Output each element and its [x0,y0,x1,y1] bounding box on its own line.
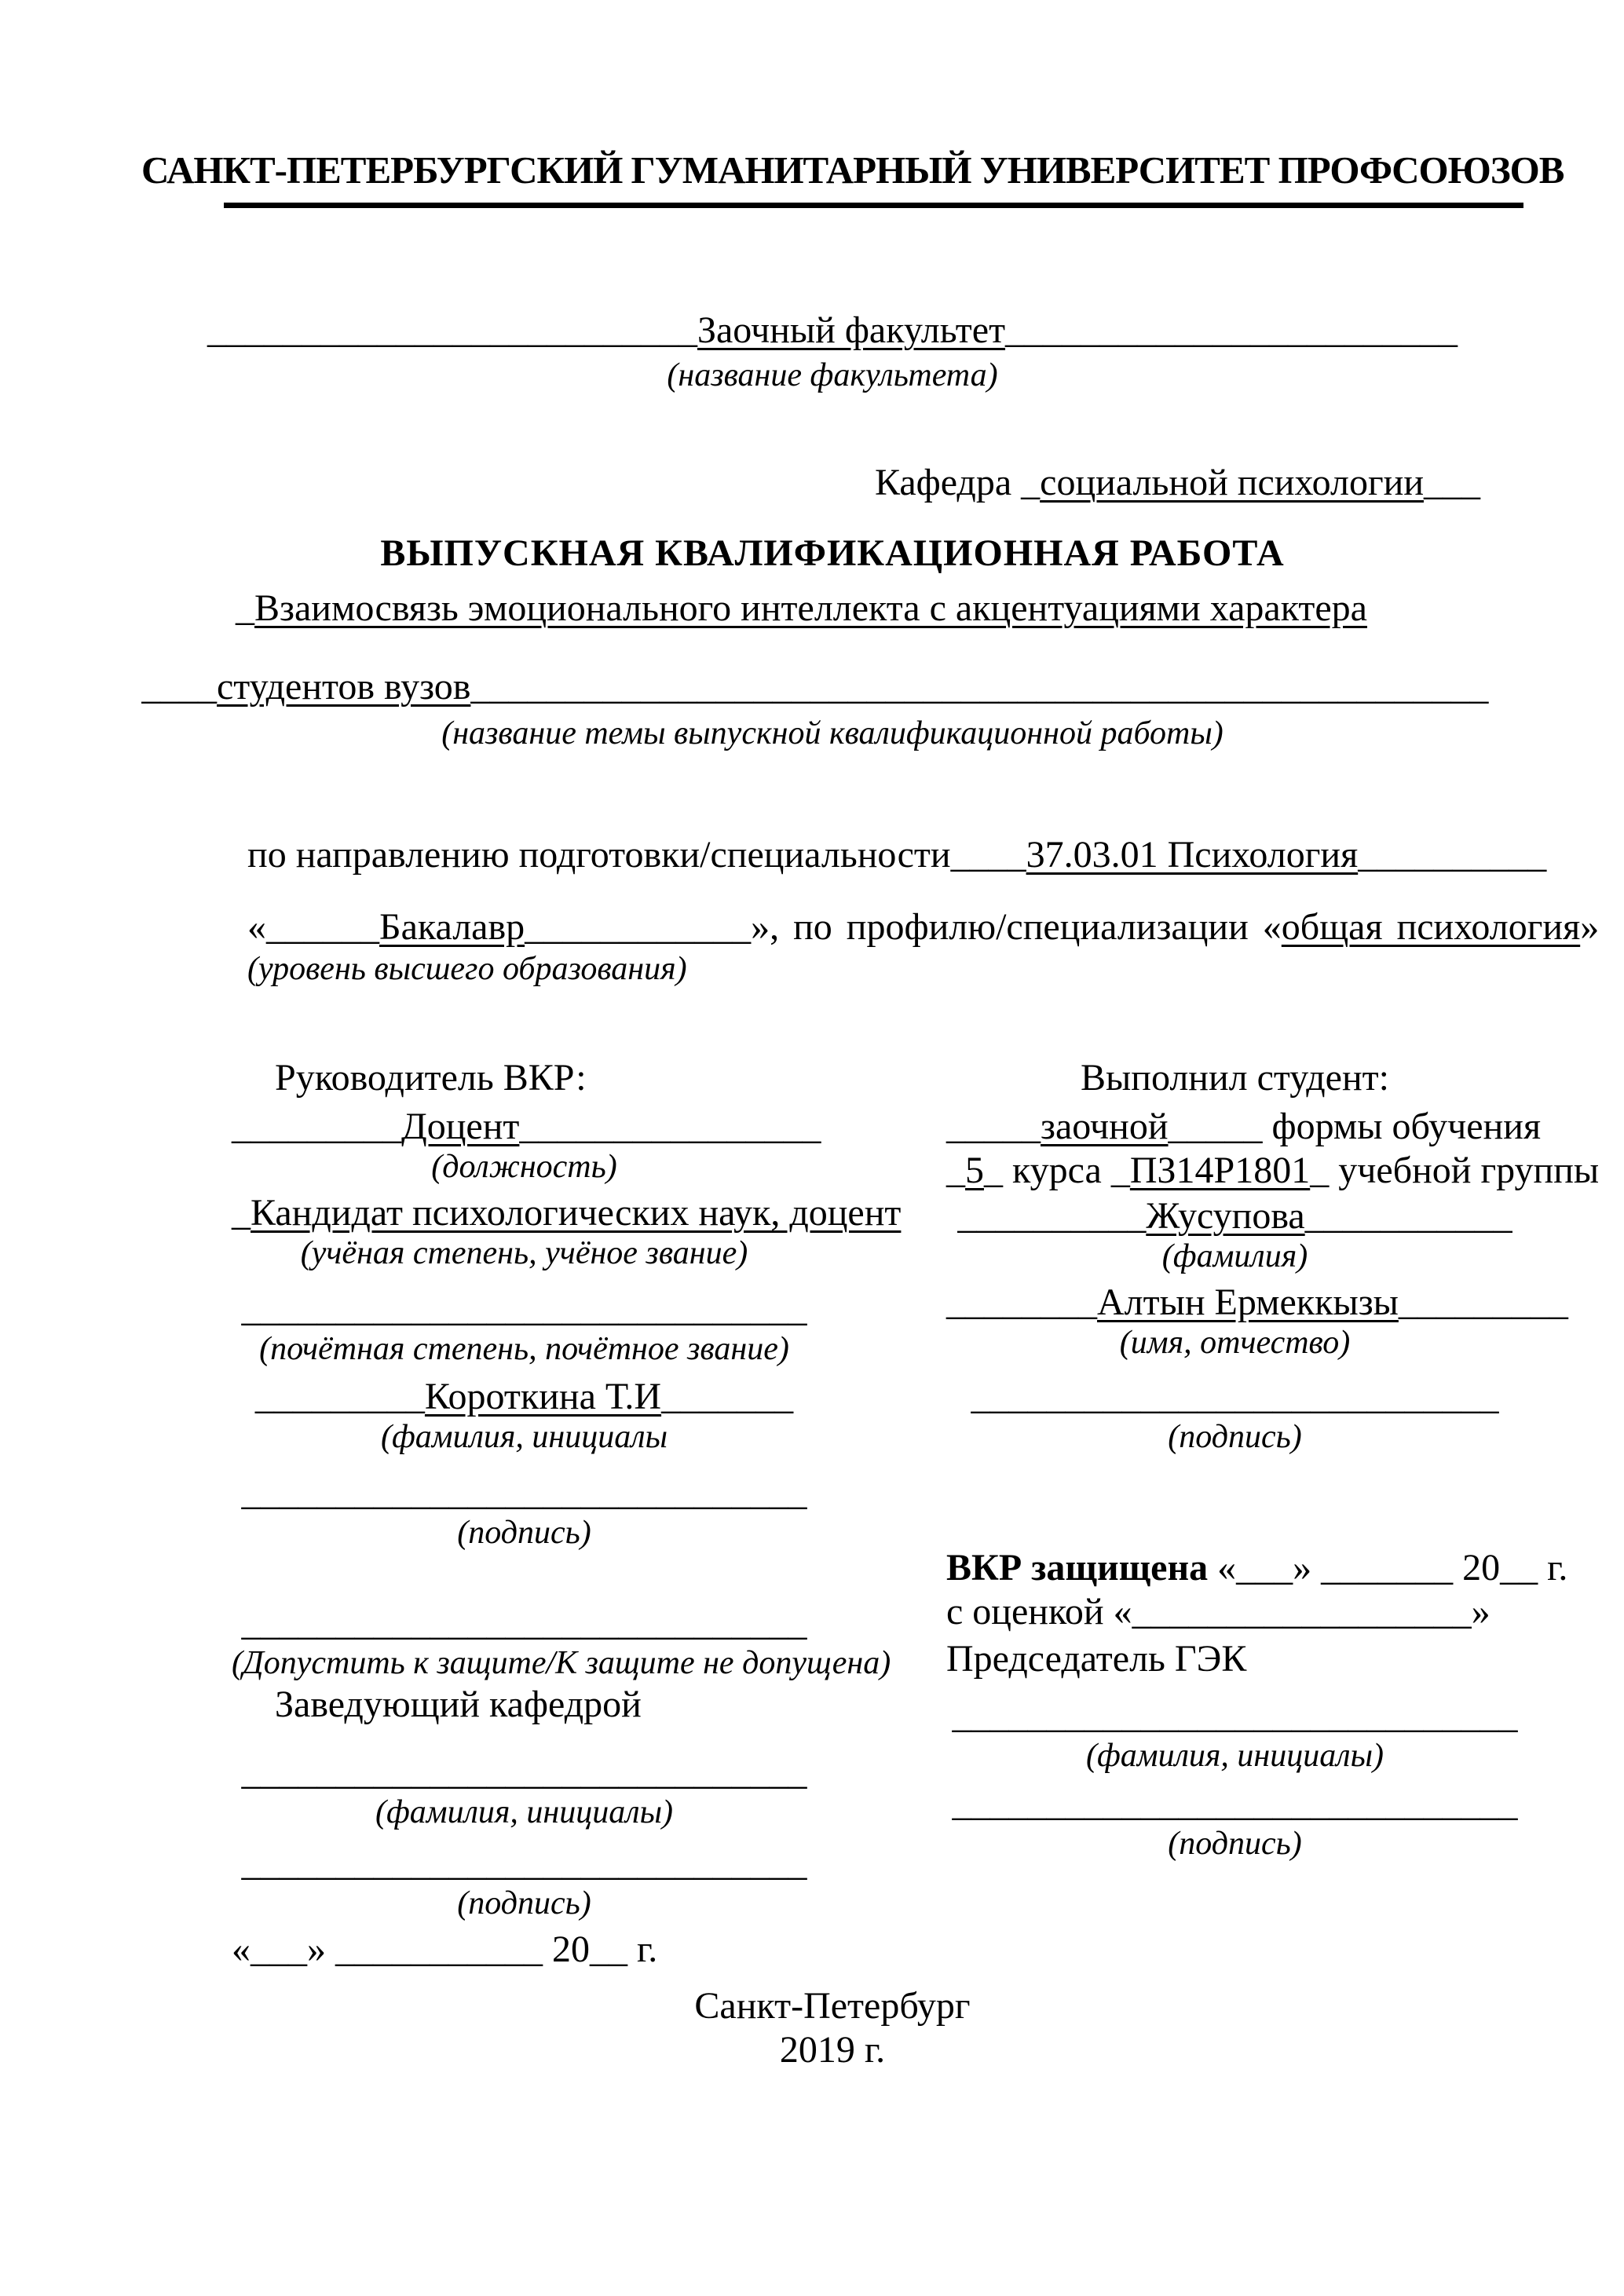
student-name-post-blank: _________ [1398,1281,1568,1323]
footer-city: Санкт-Петербург [694,1985,971,2027]
course-post-blank: _ [984,1150,1003,1191]
student-signature-line: ____________________________ [971,1376,1499,1417]
supervisor-name-value: Короткина Т.И [424,1376,662,1417]
defense-line [946,1546,1568,1590]
grade-blank: __________________ [1132,1591,1472,1632]
faculty-caption: (название факультета) [667,357,998,393]
admission-date-suffix: г. [627,1929,658,1970]
course-value: 5 [965,1150,984,1191]
supervisor-column [232,1056,902,1972]
department-post-blank: ___ [1424,462,1480,503]
chairman-label: Председатель ГЭК [946,1638,1247,1680]
degree-line [232,1191,902,1235]
surname-post-blank: ___________ [1304,1195,1512,1237]
grade-line [946,1590,1523,1634]
grade-close-quote: » [1471,1591,1490,1632]
theme-pre1-blank: _ [236,587,254,629]
profile-label: по профилю/специализации [793,906,1263,948]
university-title: САНКТ-ПЕТЕРБУРГСКИЙ ГУМАНИТАРНЫЙ УНИВЕРСИТЕТ ПРОФСОЮЗОВ [141,148,1564,192]
grade-label: с оценкой [946,1591,1114,1632]
group-code-value: ПЗ14Р1801 [1129,1150,1311,1191]
position-post-blank: ________________ [519,1106,821,1147]
surname-value: Жусупова [1146,1195,1305,1237]
admission-caption: (Допустить к защите/К защите не допущена) [232,1645,891,1681]
supervisor-name-post-blank: _______ [661,1376,794,1417]
two-column-section [141,1056,1600,1972]
degree-caption: (учёная степень, учёное звание) [300,1235,748,1271]
work-type-title: ВЫПУСКНАЯ КВАЛИФИКАЦИОННАЯ РАБОТА [380,532,1285,574]
page-content [141,0,1600,2072]
theme-line-1 [236,587,1523,631]
specialty-pre-blank: ____ [950,834,1026,876]
admission-date-open-quote: « [232,1929,251,1970]
level-pre-blank: ______ [266,906,379,948]
grade-open-quote: « [1113,1591,1132,1632]
theme-line-2 [141,665,1523,709]
level-line [247,905,1600,949]
group-suffix: учебной группы [1329,1150,1600,1191]
honorary-caption: (почётная степень, почётное звание) [259,1331,789,1367]
position-value: Доцент [401,1106,520,1147]
department-line [141,461,1523,505]
chairman-signature-line: ______________________________ [952,1782,1518,1824]
faculty-line [141,309,1523,353]
profile-close-quote: » [1580,906,1600,948]
level-open-quote: « [247,906,266,948]
department-pre-blank: _ [1021,462,1041,503]
defense-year-blank: __ [1500,1547,1538,1589]
admission-date-line [232,1928,817,1972]
degree-pre-blank: _ [232,1192,251,1234]
department-label: Кафедра [874,462,1022,503]
position-caption: (должность) [431,1149,617,1185]
chairman-name-caption: (фамилия, инициалы) [1085,1738,1384,1774]
student-signature-caption: (подпись) [1168,1419,1302,1455]
admission-date-year-blank: __ [590,1929,627,1970]
level-value: Бакалавр [379,906,525,948]
head-name-caption: (фамилия, инициалы) [375,1794,674,1830]
supervisor-position-line [232,1105,821,1149]
department-head-label: Заведующий кафедрой [275,1684,642,1725]
form-suffix: формы обучения [1262,1106,1542,1147]
defense-label: ВКР защищена [946,1547,1209,1589]
student-name-caption: (имя, отчество) [1119,1325,1351,1361]
faculty-pre-blank: __________________________ [207,309,697,351]
supervisor-name-pre-blank: _________ [254,1376,425,1417]
group-post-blank: _ [1310,1150,1330,1191]
level-post-blank: ____________ [525,906,752,948]
chairman-name-line: ______________________________ [952,1695,1518,1736]
level-close-quote: », [751,906,794,948]
theme-caption: (название темы выпускной квалификационной работы) [441,715,1223,751]
student-surname-line [946,1194,1523,1238]
course-group-line [946,1149,1600,1193]
surname-pre-blank: __________ [957,1195,1147,1237]
footer-year: 2019 г. [779,2029,886,2071]
profile-open-quote: « [1262,906,1282,948]
chairman-signature-caption: (подпись) [1168,1826,1302,1862]
course-pre-blank: _ [946,1150,965,1191]
head-signature-caption: (подпись) [457,1885,591,1921]
admission-date-day-blank: ___ [251,1929,307,1970]
specialty-line [247,833,1547,877]
student-name-line [946,1281,1568,1325]
defense-month-blank: _______ [1321,1547,1454,1589]
department-value: социальной психологии [1040,462,1424,503]
honorary-blank-line: ______________________________ [241,1288,807,1329]
position-pre-blank: _________ [232,1106,401,1147]
theme-value-2: студентов вузов [217,666,471,707]
admission-date-close-quote: » [307,1929,335,1970]
student-name-pre-blank: ________ [946,1281,1097,1323]
defense-close-quote: » [1293,1547,1322,1589]
specialty-value: 37.03.01 Психология [1026,834,1359,876]
supervisor-name-line [232,1375,817,1419]
admission-blank-line: ______________________________ [241,1602,807,1643]
theme-pre2-blank: ____ [141,666,217,707]
defense-open-quote: « [1208,1547,1237,1589]
form-value: заочной [1041,1106,1169,1147]
study-form-line [946,1105,1542,1149]
supervisor-header: Руководитель ВКР: [275,1057,587,1099]
supervisor-signature-caption: (подпись) [457,1515,591,1551]
form-post-blank: _____ [1168,1106,1263,1147]
header-rule [224,203,1523,208]
student-column [946,1056,1600,1972]
student-name-value: Алтын Ермеккызы [1097,1281,1399,1323]
level-caption: (уровень высшего образования) [247,951,687,987]
faculty-value: Заочный факультет [697,309,1006,351]
course-label: курса [1003,1150,1111,1191]
defense-year-suffix: г. [1538,1547,1568,1589]
head-name-line: ______________________________ [241,1751,807,1793]
theme-value-1: Взаимосвязь эмоционального интеллекта с акцентуациями характера [254,587,1367,629]
degree-value: Кандидат психологических наук, доцент [251,1192,902,1234]
head-signature-line: ______________________________ [241,1842,807,1884]
profile-value: общая психология [1281,906,1581,948]
defense-year: 20 [1453,1547,1501,1589]
specialty-label: по направлению подготовки/специальности [247,834,951,876]
student-header: Выполнил студент: [1081,1057,1389,1099]
theme-post2-blank: ______________________________________________________ [470,666,1489,707]
form-pre-blank: _____ [946,1106,1041,1147]
supervisor-name-caption: (фамилия, инициалы [380,1419,668,1455]
admission-date-month-blank: ___________ [335,1929,543,1970]
supervisor-signature-line: ______________________________ [241,1472,807,1513]
specialty-post-blank: __________ [1358,834,1547,876]
group-pre-blank: _ [1110,1150,1130,1191]
surname-caption: (фамилия) [1161,1238,1308,1274]
faculty-post-blank: ________________________ [1005,309,1458,351]
defense-day-blank: ___ [1236,1547,1293,1589]
admission-date-year: 20 [543,1929,590,1970]
